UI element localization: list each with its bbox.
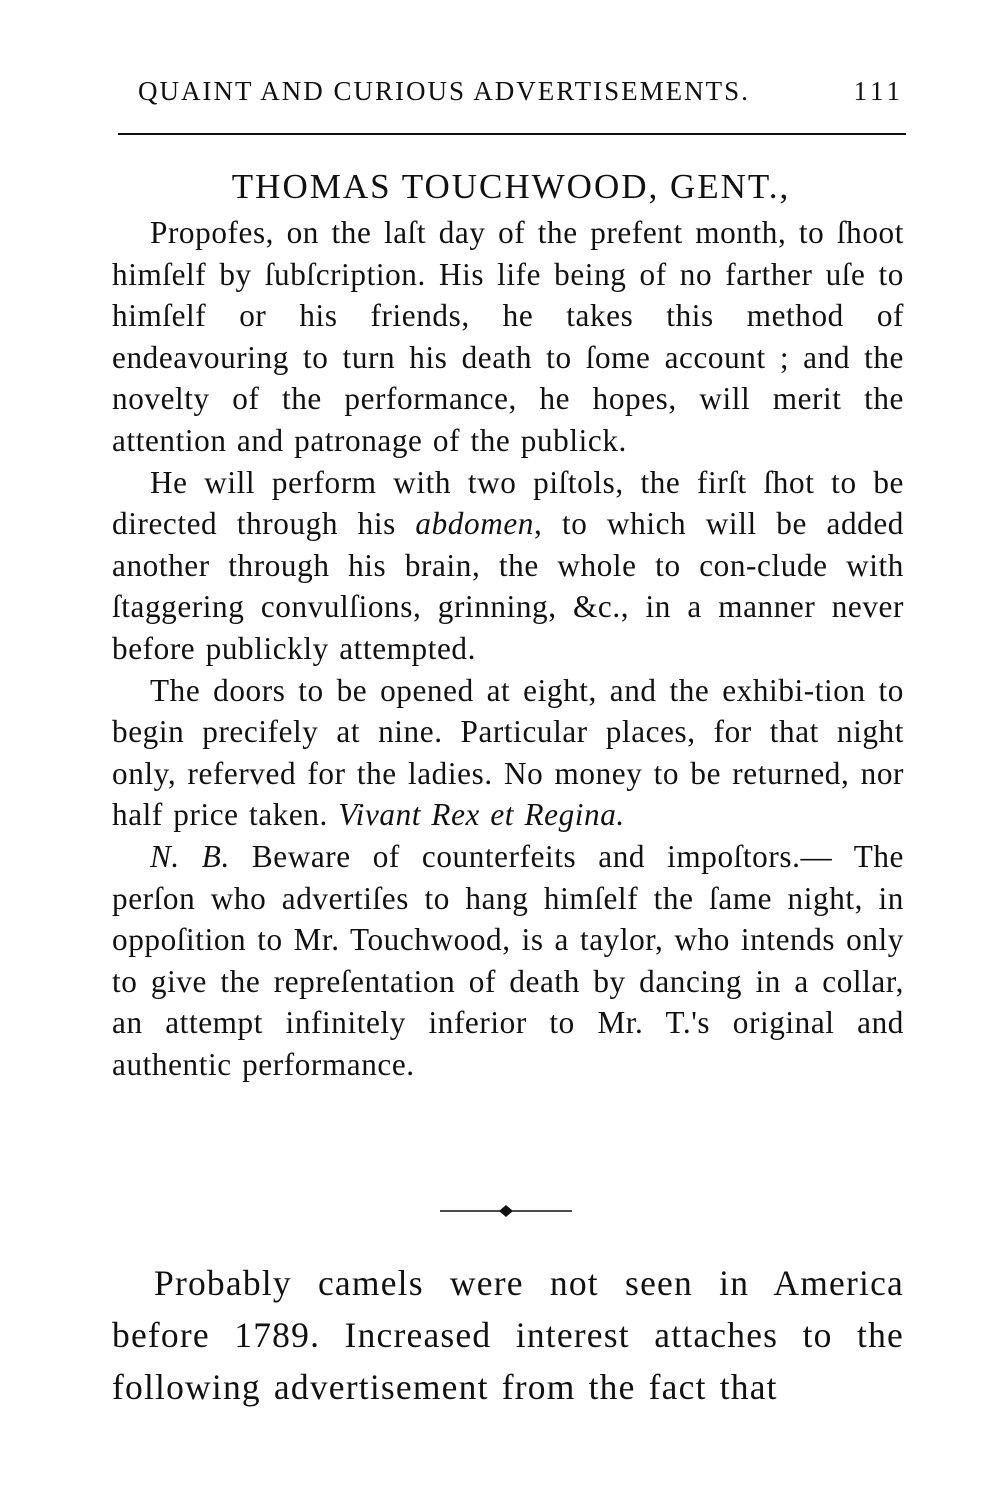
ad-paragraph-4-after: Beware of counterfeits and impoſtors.— The perſon who advertiſes to hang himſelf the ſame night, in oppoſition to Mr. Touchwood, is a taylor, who intends only to give the repreſentation of death by dancing in a collar, an attempt infinitely inferior to Mr. T.'s original and authentic performance.: [112, 838, 904, 1082]
ad-paragraph-2-italic: abdomen: [415, 506, 534, 542]
ad-paragraph-3-italic: Vivant Rex et Regina.: [338, 797, 625, 833]
ad-paragraph-3-before: The doors to be opened at eight, and the exhibi-tion to begin precifely at nine. Particular places, for that night only, referved for the ladies. No money to be returned, nor half price taken.: [112, 672, 904, 833]
advertisement-body: [112, 212, 904, 1085]
ad-paragraph-1: [112, 212, 904, 462]
ad-paragraph-3: [112, 670, 904, 836]
continuation-paragraph: Probably camels were not seen in America before 1789. Increased interest attaches to the following advertisement from the fact that: [112, 1263, 904, 1407]
running-title: QUAINT AND CURIOUS ADVERTISEMENTS.: [138, 76, 750, 106]
running-head: [138, 74, 908, 108]
page-number: 111: [853, 76, 904, 106]
ad-paragraph-2: [112, 462, 904, 670]
advertisement-title: THOMAS TOUCHWOOD, GENT.,: [231, 167, 791, 206]
ad-paragraph-2-after: , to which will be added another through his brain, the whole to con-clude with ſtaggering convulſions, grinning, &c., in a manner never before publickly attempted.: [112, 506, 905, 666]
ad-paragraph-4-italic: N. B.: [150, 838, 230, 874]
ad-paragraph-4: [112, 836, 904, 1086]
diamond-rule-ornament-icon: [440, 1204, 572, 1218]
header-rule: [118, 133, 906, 135]
ad-paragraph-2-before: He will perform with two piſtols, the firſt ſhot to be directed through his: [112, 464, 904, 542]
ad-paragraph-1-text: Propofes, on the laſt day of the prefent month, to ſhoot himſelf by ſubſcription. His life being of no farther uſe to himſelf or his friends, he takes this method of endeavouring to turn his death to ſome account ; and the novelty of the performance, he hopes, will merit the attention and patronage of the publick.: [112, 215, 904, 458]
continuation-text: [112, 1257, 904, 1413]
